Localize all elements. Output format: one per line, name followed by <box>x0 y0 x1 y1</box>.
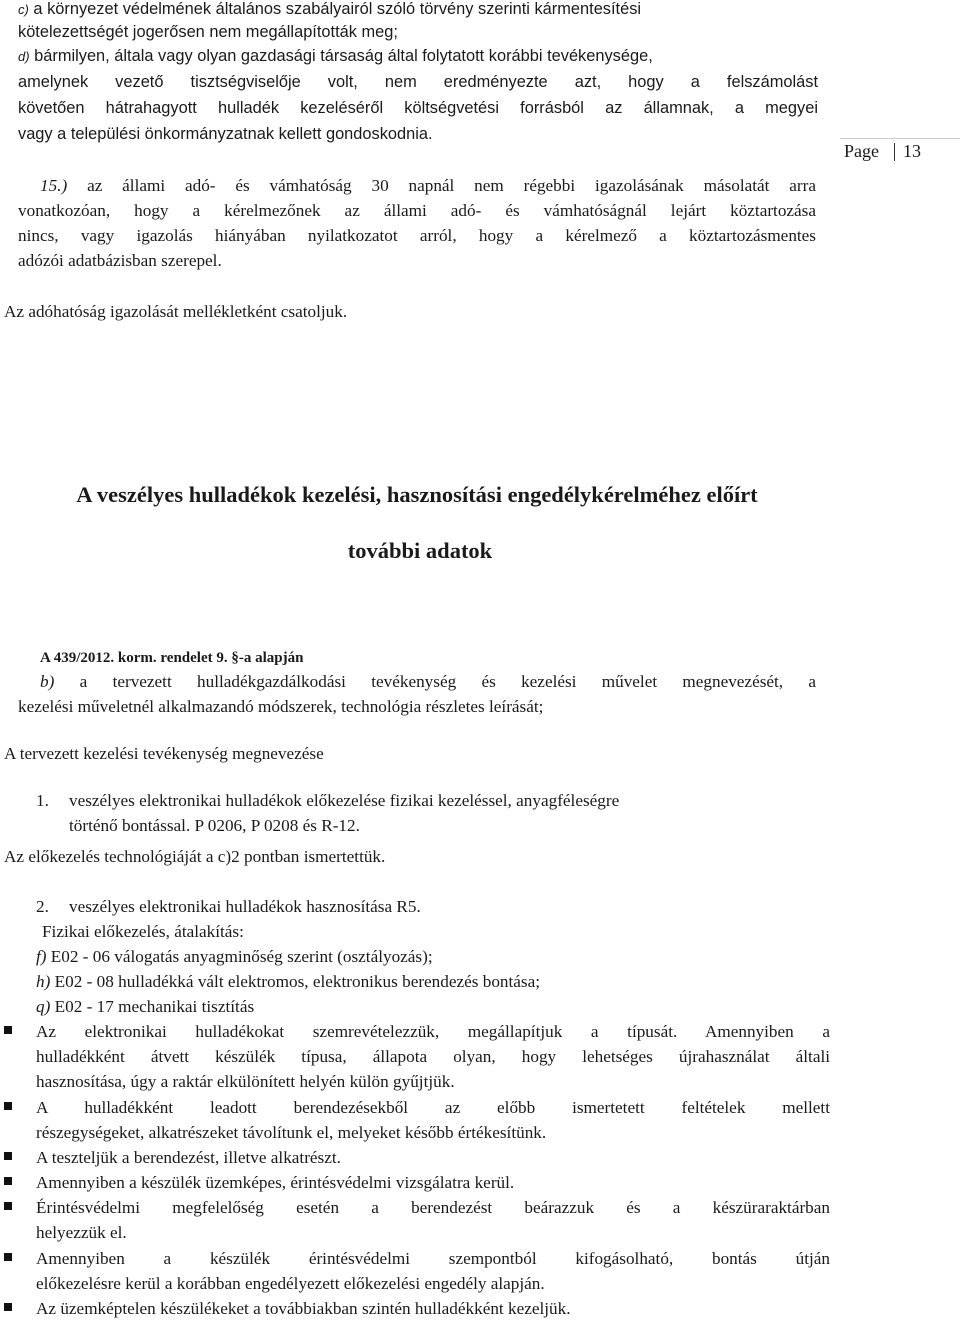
p15-line3: nincs, vagy igazolás hiányában nyilatkozatot arról, hogy a kérelmező a köztartozásmentes <box>18 226 816 245</box>
page-number-rule <box>840 138 960 139</box>
bullet-square-icon <box>4 1102 12 1110</box>
bullet-square-icon <box>4 1253 12 1261</box>
code-f-label: f) <box>36 947 47 966</box>
bullet6-line1: Amennyiben a készülék érintésvédelmi szempontból kifogásolható, bontás útján <box>36 1249 830 1268</box>
physical-treatment-title: Fizikai előkezelés, átalakítás: <box>42 922 244 941</box>
bullet5-line1: Érintésvédelmi megfelelőség esetén a berendezést beárazzuk és a készüraraktárban <box>36 1198 830 1217</box>
code-q: q) E02 - 17 mechanikai tisztítás <box>36 997 255 1016</box>
attachment-note: Az adóhatóság igazolását mellékletként csatoljuk. <box>4 302 348 321</box>
p15-line4: adózói adatbázisban szerepel. <box>18 251 222 270</box>
bullet3-line1: A teszteljük a berendezést, illetve alkatrészt. <box>36 1148 341 1167</box>
item-d-line3: követően hátrahagyott hulladék kezeléséről költségvetési forrásból az államnak, a megyei <box>18 99 818 117</box>
bullet5-line2: helyezzük el. <box>36 1223 127 1242</box>
item-d-line4: vagy a települési önkormányzatnak kellett gondoskodnia. <box>18 125 433 143</box>
bullet-square-icon <box>4 1177 12 1185</box>
bullet2-line1: A hulladékként leadott berendezésekből az előbb ismertetett feltételek mellett <box>36 1098 830 1117</box>
item1-line2: történő bontással. P 0206, P 0208 és R-12. <box>69 816 360 835</box>
item-d-line1: bármilyen, általa vagy olyan gazdasági társaság által folytatott korábbi tevékenysége, <box>34 47 653 65</box>
bullet7-line1: Az üzemképtelen készülékeket a továbbiakban szintén hulladékként kezeljük. <box>36 1299 571 1318</box>
item2-number: 2. <box>36 897 49 916</box>
p15-line2: vonatkozóan, hogy a kérelmezőnek az állami adó- és vámhatóságnál lejárt köztartozása <box>18 201 816 220</box>
page-number-divider <box>894 143 895 161</box>
bullet-square-icon <box>4 1202 12 1210</box>
regulation-reference: A 439/2012. korm. rendelet 9. §-a alapján <box>40 650 304 666</box>
item-d-label: d) <box>18 49 30 64</box>
code-f: f) E02 - 06 válogatás anyagminőség szerint (osztályozás); <box>36 947 433 966</box>
item-c-label: c) <box>18 2 29 17</box>
item2-line1: veszélyes elektronikai hulladékok hasznosítása R5. <box>69 897 421 916</box>
item-d <box>18 44 818 69</box>
item1-line1: veszélyes elektronikai hulladékok előkezelése fizikai kezeléssel, anyagféleségre <box>69 791 620 810</box>
page-label: Page <box>844 141 879 161</box>
item1-note: Az előkezelés technológiáját a c)2 pontban ismertettük. <box>4 847 386 866</box>
page-number: 13 <box>903 141 921 161</box>
item-c-line1: a környezet védelmének általános szabályairól szóló törvény szerinti kármentesítési <box>33 0 642 18</box>
item-d-line2: amelynek vezető tisztségviselője volt, nem eredményezte azt, hogy a felszámolást <box>18 73 818 91</box>
code-h-label: h) <box>36 972 51 991</box>
b-item-line1: b) a tervezett hulladékgazdálkodási tevékenység és kezelési művelet megnevezését, a <box>40 672 817 691</box>
b-item-line2: kezelési műveletnél alkalmazandó módszerek, technológia részletes leírását; <box>18 697 544 716</box>
item1-number: 1. <box>36 791 49 810</box>
bullet4-line1: Amennyiben a készülék üzemképes, érintésvédelmi vizsgálatra kerül. <box>36 1173 515 1192</box>
bullet1-line3: hasznosítása, úgy a raktár elkülönített helyén külön gyűjtjük. <box>36 1072 455 1091</box>
bullet2-line2: részegységeket, alkatrészeket távolítunk el, melyeket később értékesítünk. <box>36 1123 547 1142</box>
item-c-line2: kötelezettségét jogerősen nem megállapították meg; <box>18 23 398 41</box>
p15-line1: 15.) az állami adó- és vámhatóság 30 napnál nem régebbi igazolásának másolatát arra <box>40 176 817 195</box>
item-c <box>18 0 818 22</box>
bullet1-line2: hulladékként átvett készülék típusa, állapota olyan, hogy lehetséges újrahasználat általi <box>36 1047 830 1066</box>
section-heading-line2: további adatok <box>347 538 493 563</box>
b-item-label: b) <box>40 672 55 691</box>
bullet-square-icon <box>4 1026 12 1034</box>
section-heading-line1: A veszélyes hulladékok kezelési, hasznosítási engedélykérelméhez előírt <box>76 482 758 507</box>
bullet6-line2: előkezelésre kerül a korábban engedélyezett előkezelési engedély alapján. <box>36 1274 545 1293</box>
bullet1-line1: Az elektronikai hulladékokat szemrevételezzük, megállapítjuk a típusát. Amennyiben a <box>36 1022 830 1041</box>
bullet-square-icon <box>4 1152 12 1160</box>
planned-activity-title: A tervezett kezelési tevékenység megnevezése <box>4 744 324 763</box>
code-h: h) E02 - 08 hulladékká vált elektromos, elektronikus berendezés bontása; <box>36 972 541 991</box>
code-q-label: q) <box>36 997 51 1016</box>
bullet-square-icon <box>4 1303 12 1311</box>
p15-label: 15.) <box>40 176 68 195</box>
